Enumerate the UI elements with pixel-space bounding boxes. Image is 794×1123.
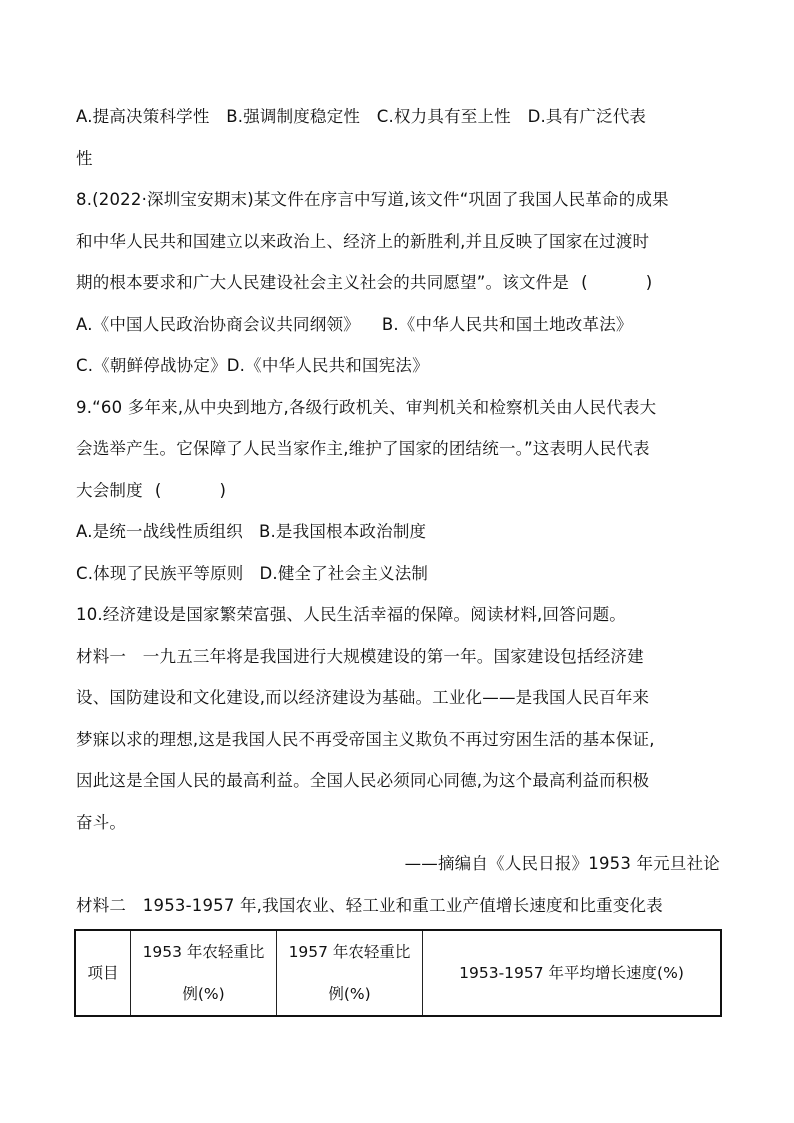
table-header-item: 项目 bbox=[75, 930, 131, 1016]
q9-options-ab bbox=[76, 511, 722, 553]
q9-stem-line1: 9.“60 多年来,从中央到地方,各级行政机关、审判机关和检察机关由人民代表大 bbox=[76, 397, 657, 417]
q8-option-d: D.《中华人民共和国宪法》 bbox=[226, 356, 429, 375]
q7-options-wrap: 性 bbox=[76, 148, 93, 168]
q7-options: A.提高决策科学性 B.强调制度稳定性 C.权力具有至上性 D.具有广泛代表 bbox=[76, 107, 647, 126]
table-header-growth-rate: 1953-1957 年平均增长速度(%) bbox=[423, 930, 722, 1016]
q8-option-c: C.《朝鲜停战协定》 bbox=[76, 356, 227, 375]
q9-stem-text: 大会制度 bbox=[76, 480, 143, 500]
material1-line1: 材料一 一九五三年将是我国进行大规模建设的第一年。国家建设包括经济建 bbox=[76, 646, 644, 666]
table-header-1953-ratio: 1953 年农轻重比例(%) bbox=[131, 930, 277, 1016]
table-header-1957-ratio: 1957 年农轻重比例(%) bbox=[277, 930, 423, 1016]
q9-option-d: D.健全了社会主义法制 bbox=[259, 563, 429, 583]
q9-options-cd bbox=[76, 553, 722, 595]
material2-title: 材料二 1953-1957 年,我国农业、轻工业和重工业产值增长速度和比重变化表 bbox=[76, 895, 663, 915]
q8-options-cd bbox=[76, 345, 722, 387]
table-header-row bbox=[75, 930, 721, 1016]
q9-option-c: C.体现了民族平等原则 bbox=[76, 563, 244, 583]
production-table bbox=[74, 929, 722, 1017]
material1-line4: 因此这是全国人民的最高利益。全国人民必须同心同德,为这个最高利益而积极 bbox=[76, 771, 650, 790]
q9-option-b: B.是我国根本政治制度 bbox=[258, 522, 427, 541]
material1-line3: 梦寐以求的理想,这是我国人民不再受帝国主义欺负不再过穷困生活的基本保证, bbox=[76, 729, 655, 749]
q10-intro: 10.经济建设是国家繁荣富强、人民生活幸福的保障。阅读材料,回答问题。 bbox=[76, 605, 626, 624]
q9-stem-line3 bbox=[76, 470, 722, 512]
answer-paren-open: ( bbox=[154, 480, 162, 500]
answer-paren-close: ) bbox=[219, 480, 227, 500]
q8-stem-text: 期的根本要求和广大人民建设社会主义社会的共同愿望”。该文件是 bbox=[76, 273, 570, 292]
document-page bbox=[76, 96, 722, 926]
q8-option-b: B.《中华人民共和国土地改革法》 bbox=[381, 314, 633, 334]
answer-paren-close: ) bbox=[645, 273, 653, 292]
material1-line5: 奋斗。 bbox=[76, 812, 127, 832]
q8-stem-line2: 和中华人民共和国建立以来政治上、经济上的新胜利,并且反映了国家在过渡时 bbox=[76, 231, 650, 251]
material1-source: ——摘编自《人民日报》1953 年元旦社论 bbox=[404, 854, 720, 873]
q8-option-a: A.《中国人民政治协商会议共同纲领》 bbox=[76, 314, 360, 334]
q8-stem-line3 bbox=[76, 262, 722, 304]
q8-options-ab bbox=[76, 304, 722, 346]
material1-line2: 设、国防建设和文化建设,而以经济建设为基础。工业化——是我国人民百年来 bbox=[76, 688, 650, 707]
q9-stem-line2: 会选举产生。它保障了人民当家作主,维护了国家的团结统一。”这表明人民代表 bbox=[76, 439, 650, 458]
q9-option-a: A.是统一战线性质组织 bbox=[76, 522, 243, 541]
q8-stem-line1: 8.(2022·深圳宝安期末)某文件在序言中写道,该文件“巩固了我国人民革命的成果 bbox=[76, 190, 669, 209]
answer-paren-open: ( bbox=[581, 273, 588, 292]
